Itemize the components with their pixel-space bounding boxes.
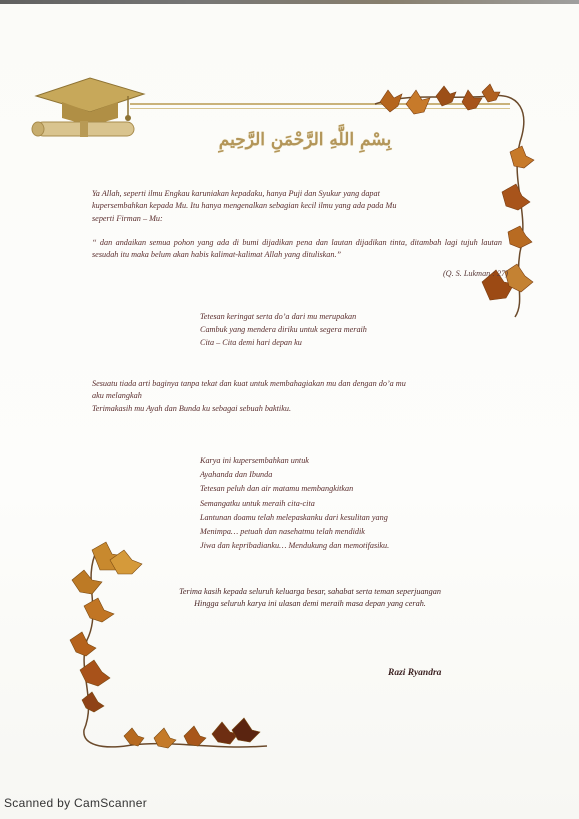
intro-line: Ya Allah, seperti ilmu Engkau karuniakan kepadaku, hanya Puji dan Syukur yang dapat — [92, 189, 380, 198]
dedication-block — [200, 455, 500, 554]
poem-line: Cita – Cita demi hari depan ku — [200, 338, 302, 347]
dedication-line: Tetesan peluh dan air matamu membangkitkan — [200, 484, 354, 494]
diploma-scroll-icon — [30, 118, 140, 140]
dedication-line: Semangatku untuk meraih cita-cita — [200, 498, 315, 508]
thanks-paragraph — [92, 378, 502, 415]
dedication-line: Karya ini kupersembahkan untuk — [200, 456, 309, 465]
scan-edge — [0, 0, 579, 4]
dedication-line: Lantunan doamu telah melepaskanku dari kesulitan yang — [200, 512, 388, 522]
quran-quote: “ dan andaikan semua pohon yang ada di bumi dijadikan pena dan lautan dijadikan tinta, ditambah lagi tujuh lautan sesudah itu maka belum akan habis kalimat-kalimat Allah yang dituliskan.” — [92, 238, 502, 260]
intro-line: kupersembahkan kepada Mu. Itu hanya mengenalkan sebagian kecil ilmu yang ada pada Mu — [92, 201, 397, 211]
autumn-vine-bottom-left — [62, 540, 272, 765]
signature: Razi Ryandra — [388, 668, 442, 678]
closing-line: Terima kasih kepada seluruh keluarga besar, sahabat serta teman seperjuangan — [179, 587, 441, 596]
dedication-line: Ayahanda dan Ibunda — [200, 470, 273, 480]
poem-block — [200, 311, 460, 350]
quote-reference: (Q. S. Lukman : 27) — [442, 269, 508, 278]
scanner-watermark: Scanned by CamScanner — [4, 796, 148, 810]
poem-line: Tetesan keringat serta do’a dari mu merupakan — [200, 312, 357, 321]
intro-paragraph — [92, 188, 502, 225]
dedication-line: Jiwa dan kepribadianku… Mendukung dan memotifasiku. — [200, 541, 390, 551]
thanks-line: Sesuatu tiada arti baginya tanpa tekat dan kuat untuk membahagiakan mu dan dengan do’a mu — [92, 379, 406, 388]
thanks-line: aku melangkah — [92, 391, 142, 401]
closing-block — [120, 586, 500, 611]
dedication-line: Menimpa… petuah dan nasehatmu telah mendidik — [200, 526, 365, 536]
closing-line: Hingga seluruh karya ini ulasan demi meraih masa depan yang cerah. — [194, 599, 426, 609]
poem-line: Cambuk yang mendera diriku untuk segera meraih — [200, 325, 367, 334]
intro-line: seperti Firman – Mu: — [92, 213, 163, 223]
basmalah-calligraphy: بِسْمِ اللَّهِ الرَّحْمَنِ الرَّحِيمِ — [218, 130, 392, 150]
thanks-line: Terimakasih mu Ayah dan Bunda ku sebagai sebuah baktiku. — [92, 403, 291, 413]
